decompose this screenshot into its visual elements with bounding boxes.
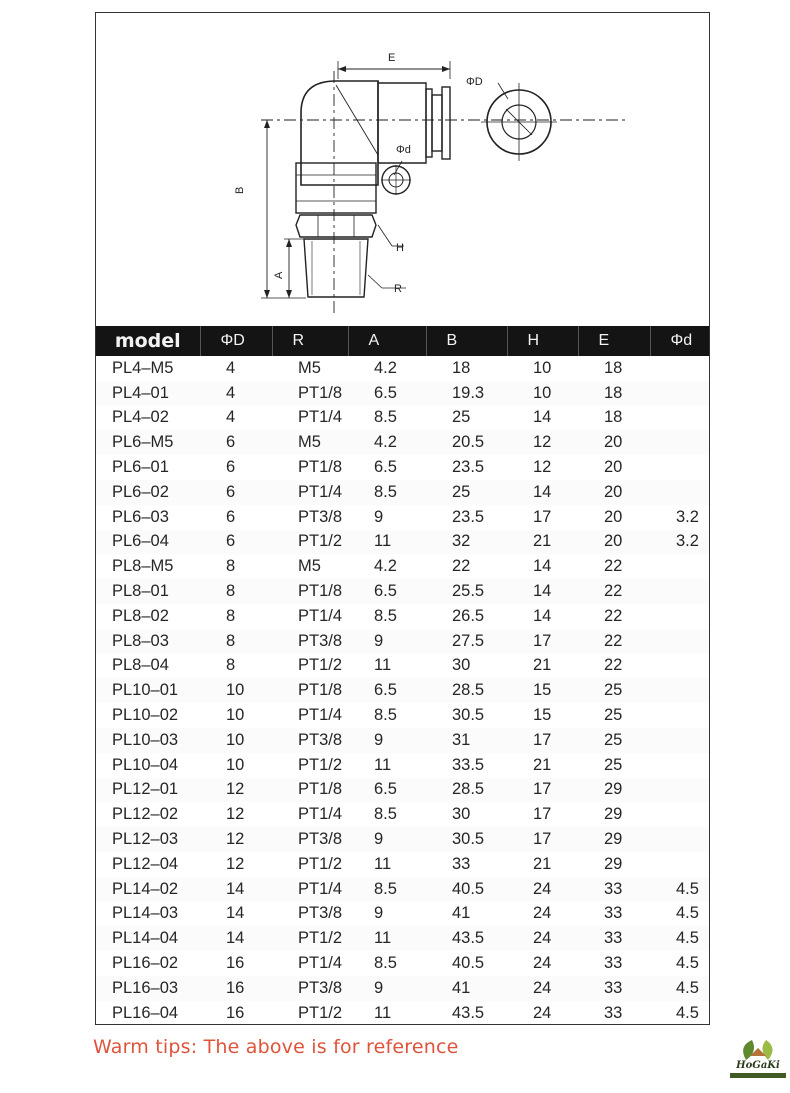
cell-dd [650,406,709,431]
cell-R: PT1/4 [298,706,343,725]
cell-model: PL8–03 [96,629,200,654]
cell-R: PT1/8 [272,381,348,406]
cell-dd: 4.5 [676,1003,699,1022]
cell-DD: 8 [200,579,272,604]
cell-B: 19.3 [426,381,507,406]
cell-A: 9 [374,904,384,923]
cell-E: 33 [578,976,650,1001]
cell-model: PL12–03 [96,827,200,852]
cell-B: 40.5 [452,954,485,973]
table-row [96,505,709,530]
table-row [96,381,709,406]
cell-model: PL14–04 [96,926,200,951]
cell-A: 8.5 [348,480,426,505]
cell-model: PL12–01 [96,778,200,803]
cell-DD: 12 [226,854,245,873]
table-row [96,406,709,431]
cell-model: PL10–02 [112,706,179,725]
cell-E: 22 [604,606,623,625]
cell-dd [650,678,709,703]
cell-DD: 4 [200,381,272,406]
cell-dd [650,554,709,579]
cell-A: 6.5 [374,458,397,477]
cell-A: 6.5 [348,579,426,604]
cell-A: 9 [348,827,426,852]
warm-tips-note: Warm tips: The above is for reference [93,1036,459,1058]
table-row [96,554,709,579]
cell-H: 21 [507,530,578,555]
cell-DD: 4 [226,408,236,427]
cell-R: PT1/4 [272,877,348,902]
table-row [96,455,709,480]
cell-A: 9 [348,629,426,654]
cell-model: PL4–02 [112,408,169,427]
header-phid [650,326,709,356]
cell-model: PL8–M5 [112,557,174,576]
header-model: model [96,326,200,356]
table-row [96,951,709,976]
cell-R: PT1/2 [272,926,348,951]
cell-R: PT1/8 [272,778,348,803]
table-row [96,1001,709,1026]
cell-H: 15 [533,706,552,725]
cell-H: 17 [507,728,578,753]
cell-B: 25.5 [426,579,507,604]
cell-R: PT1/2 [298,755,343,774]
label-E: E [388,52,396,64]
cell-dd [650,852,709,877]
label-H: H [396,242,404,254]
cell-dd [650,703,709,728]
cell-A: 11 [374,656,392,675]
cell-B: 28.5 [426,678,507,703]
cell-E: 20 [578,480,650,505]
cell-E: 33 [604,904,623,923]
cell-B: 41 [452,904,471,923]
cell-R: PT1/4 [298,408,343,427]
cell-R: PT1/2 [272,530,348,555]
cell-model: PL6–02 [96,480,200,505]
cell-H: 14 [533,606,552,625]
table-row [96,852,709,877]
cell-A: 6.5 [348,678,426,703]
cell-B: 28.5 [426,778,507,803]
cell-A: 8.5 [374,805,397,824]
cell-A: 9 [348,728,426,753]
cell-A: 11 [374,1003,392,1022]
cell-R: PT1/4 [298,954,343,973]
cell-dd [650,778,709,803]
cell-dd [650,827,709,852]
cell-R: PT1/2 [298,656,343,675]
cell-model: PL12–04 [112,854,179,873]
cell-B: 20.5 [426,430,507,455]
cell-DD: 10 [200,728,272,753]
cell-DD: 12 [226,805,245,824]
header-phiD-label: ΦD [220,332,245,349]
table-body [96,356,709,1026]
cell-B: 33 [452,854,471,873]
cell-B: 40.5 [426,877,507,902]
cell-R: PT3/8 [272,827,348,852]
cell-R: PT1/8 [298,458,343,477]
cell-E: 25 [578,678,650,703]
cell-H: 24 [533,904,552,923]
header-A [348,326,426,356]
cell-DD: 6 [200,480,272,505]
cell-R: PT1/8 [272,678,348,703]
cell-E: 33 [578,877,650,902]
table-row [96,827,709,852]
cell-A: 9 [374,507,384,526]
cell-DD: 12 [200,778,272,803]
cell-E: 33 [604,954,623,973]
table-row [96,902,709,927]
cell-dd: 3.2 [676,507,699,526]
cell-E: 22 [578,629,650,654]
leaf-icon [728,1038,788,1062]
header-A-label: A [368,332,380,349]
cell-DD: 8 [226,656,236,675]
cell-E: 20 [578,530,650,555]
cell-dd [650,802,709,827]
cell-DD: 10 [226,706,245,725]
cell-E: 25 [604,706,623,725]
specification-table [96,326,709,1026]
header-phiD [200,326,272,356]
header-E [578,326,650,356]
table-header-row [96,326,709,356]
table-row [96,654,709,679]
cell-model: PL4–M5 [112,358,174,377]
cell-B: 25 [452,408,471,427]
cell-E: 22 [604,656,623,675]
cell-dd [650,356,709,381]
cell-A: 8.5 [374,706,397,725]
cell-model: PL8–01 [96,579,200,604]
table-row [96,877,709,902]
cell-B: 22 [452,557,471,576]
cell-dd [650,381,709,406]
cell-H: 17 [507,827,578,852]
cell-B: 31 [426,728,507,753]
cell-B: 23.5 [452,507,485,526]
cell-R: PT3/8 [272,728,348,753]
header-E-label: E [598,332,610,349]
cell-A: 11 [374,755,392,774]
cell-B: 43.5 [452,1003,485,1022]
cell-H: 17 [507,629,578,654]
cell-E: 20 [578,430,650,455]
cell-R: PT1/4 [298,805,343,824]
cell-A: 8.5 [374,408,397,427]
cell-E: 20 [604,458,623,477]
cell-R: PT3/8 [298,507,343,526]
cell-model: PL16–02 [112,954,179,973]
cell-E: 29 [604,854,623,873]
cell-DD: 8 [200,629,272,654]
cell-E: 25 [604,755,623,774]
table-row [96,629,709,654]
cell-model: PL14–03 [112,904,179,923]
cell-dd [650,629,709,654]
cell-A: 4.2 [374,557,397,576]
cell-A: 11 [348,926,426,951]
table-row [96,802,709,827]
table-row [96,480,709,505]
cell-E: 33 [604,1003,623,1022]
cell-R: PT1/2 [298,1003,343,1022]
header-H-label: H [527,332,540,349]
cell-DD: 10 [226,755,245,774]
cell-A: 4.2 [348,430,426,455]
cell-B: 41 [426,976,507,1001]
cell-DD: 10 [200,678,272,703]
table-row [96,530,709,555]
cell-model: PL6–01 [112,458,169,477]
cell-A: 4.2 [374,358,397,377]
cell-H: 21 [533,854,552,873]
cell-H: 12 [533,458,552,477]
table-row [96,703,709,728]
cell-E: 22 [578,579,650,604]
cell-B: 33.5 [452,755,485,774]
cell-model: PL12–02 [112,805,179,824]
cell-A: 9 [348,976,426,1001]
cell-H: 24 [507,926,578,951]
cell-model: PL16–03 [96,976,200,1001]
cell-A: 8.5 [374,954,397,973]
cell-dd: 4.5 [676,904,699,923]
cell-B: 25 [426,480,507,505]
brand-name: HoGaKi [736,1060,780,1071]
cell-B: 43.5 [426,926,507,951]
header-phid-label: Φd [670,332,693,349]
cell-E: 20 [604,507,623,526]
fitting-technical-drawing [96,13,709,326]
cell-DD: 4 [226,358,236,377]
cell-R: PT3/8 [298,904,343,923]
cell-E: 29 [578,827,650,852]
cell-model: PL16–04 [112,1003,179,1022]
label-A: A [273,271,285,279]
cell-A: 6.5 [348,778,426,803]
cell-R: PT1/4 [272,480,348,505]
cell-H: 10 [507,381,578,406]
cell-DD: 6 [200,530,272,555]
cell-dd: 4.5 [650,976,709,1001]
cell-B: 18 [452,358,471,377]
cell-B: 30.5 [452,706,485,725]
cell-DD: 8 [226,606,236,625]
cell-H: 17 [507,778,578,803]
cell-dd: 4.5 [650,926,709,951]
cell-H: 21 [533,755,552,774]
header-B-label: B [446,332,458,349]
cell-H: 15 [507,678,578,703]
cell-model: PL14–02 [96,877,200,902]
cell-model: PL6–M5 [96,430,200,455]
cell-dd: 4.5 [676,954,699,973]
cell-H: 14 [507,480,578,505]
cell-E: 18 [604,408,623,427]
cell-dd [650,728,709,753]
table-row [96,579,709,604]
spec-sheet [95,12,710,1025]
cell-B: 30 [452,805,471,824]
cell-DD: 8 [226,557,236,576]
cell-A: 6.5 [348,381,426,406]
header-R-label: R [292,332,305,349]
cell-H: 24 [507,976,578,1001]
cell-model: PL6–04 [96,530,200,555]
cell-DD: 6 [226,507,236,526]
cell-model: PL6–03 [112,507,169,526]
cell-model: PL10–01 [96,678,200,703]
cell-dd: 4.5 [650,877,709,902]
table-row [96,356,709,381]
cell-A: 11 [374,854,392,873]
cell-DD: 14 [200,877,272,902]
cell-DD: 14 [226,904,245,923]
cell-B: 27.5 [426,629,507,654]
cell-DD: 14 [200,926,272,951]
cell-H: 24 [507,877,578,902]
cell-DD: 16 [226,954,245,973]
cell-H: 17 [533,507,552,526]
cell-H: 12 [507,430,578,455]
label-R: R [394,283,402,295]
label-B: B [234,186,246,194]
cell-model: PL4–01 [96,381,200,406]
cell-R: M5 [272,430,348,455]
cell-dd [650,654,709,679]
cell-dd [650,430,709,455]
table-row [96,753,709,778]
header-B [426,326,507,356]
cell-A: 11 [348,530,426,555]
cell-DD: 6 [226,458,236,477]
cell-dd [650,455,709,480]
cell-H: 21 [533,656,552,675]
table-row [96,604,709,629]
table-row [96,926,709,951]
cell-H: 17 [533,805,552,824]
label-phid: Φd [396,144,411,156]
cell-R: PT1/8 [272,579,348,604]
cell-R: PT1/2 [298,854,343,873]
brand-tagline-bar [730,1073,786,1078]
cell-dd [650,604,709,629]
cell-model: PL8–02 [112,606,169,625]
cell-A: 8.5 [374,606,397,625]
cell-E: 18 [604,358,623,377]
cell-model: PL10–03 [96,728,200,753]
cell-E: 18 [578,381,650,406]
cell-R: M5 [298,358,321,377]
cell-model: PL10–04 [112,755,179,774]
cell-H: 24 [533,954,552,973]
cell-B: 30 [452,656,471,675]
brand-logo [728,1038,788,1082]
cell-B: 32 [426,530,507,555]
cell-E: 29 [604,805,623,824]
label-phiD: ΦD [466,76,483,88]
cell-H: 14 [533,557,552,576]
table-row [96,678,709,703]
cell-H: 24 [533,1003,552,1022]
table-row [96,430,709,455]
cell-E: 33 [578,926,650,951]
cell-H: 14 [533,408,552,427]
cell-DD: 16 [200,976,272,1001]
cell-B: 30.5 [426,827,507,852]
cell-R: PT1/4 [298,606,343,625]
cell-DD: 16 [226,1003,245,1022]
table-row [96,728,709,753]
cell-R: M5 [298,557,321,576]
cell-E: 25 [578,728,650,753]
header-H [507,326,578,356]
cell-E: 29 [578,778,650,803]
cell-B: 26.5 [452,606,485,625]
table-row [96,778,709,803]
cell-H: 14 [507,579,578,604]
cell-dd: 3.2 [650,530,709,555]
cell-B: 23.5 [452,458,485,477]
cell-dd [650,579,709,604]
table-row [96,976,709,1001]
cell-model: PL8–04 [112,656,169,675]
cell-DD: 12 [200,827,272,852]
cell-DD: 6 [200,430,272,455]
cell-E: 22 [604,557,623,576]
cell-R: PT3/8 [272,629,348,654]
cell-H: 10 [533,358,552,377]
header-R [272,326,348,356]
cell-R: PT3/8 [272,976,348,1001]
cell-A: 8.5 [348,877,426,902]
cell-dd [650,753,709,778]
cell-dd [650,480,709,505]
